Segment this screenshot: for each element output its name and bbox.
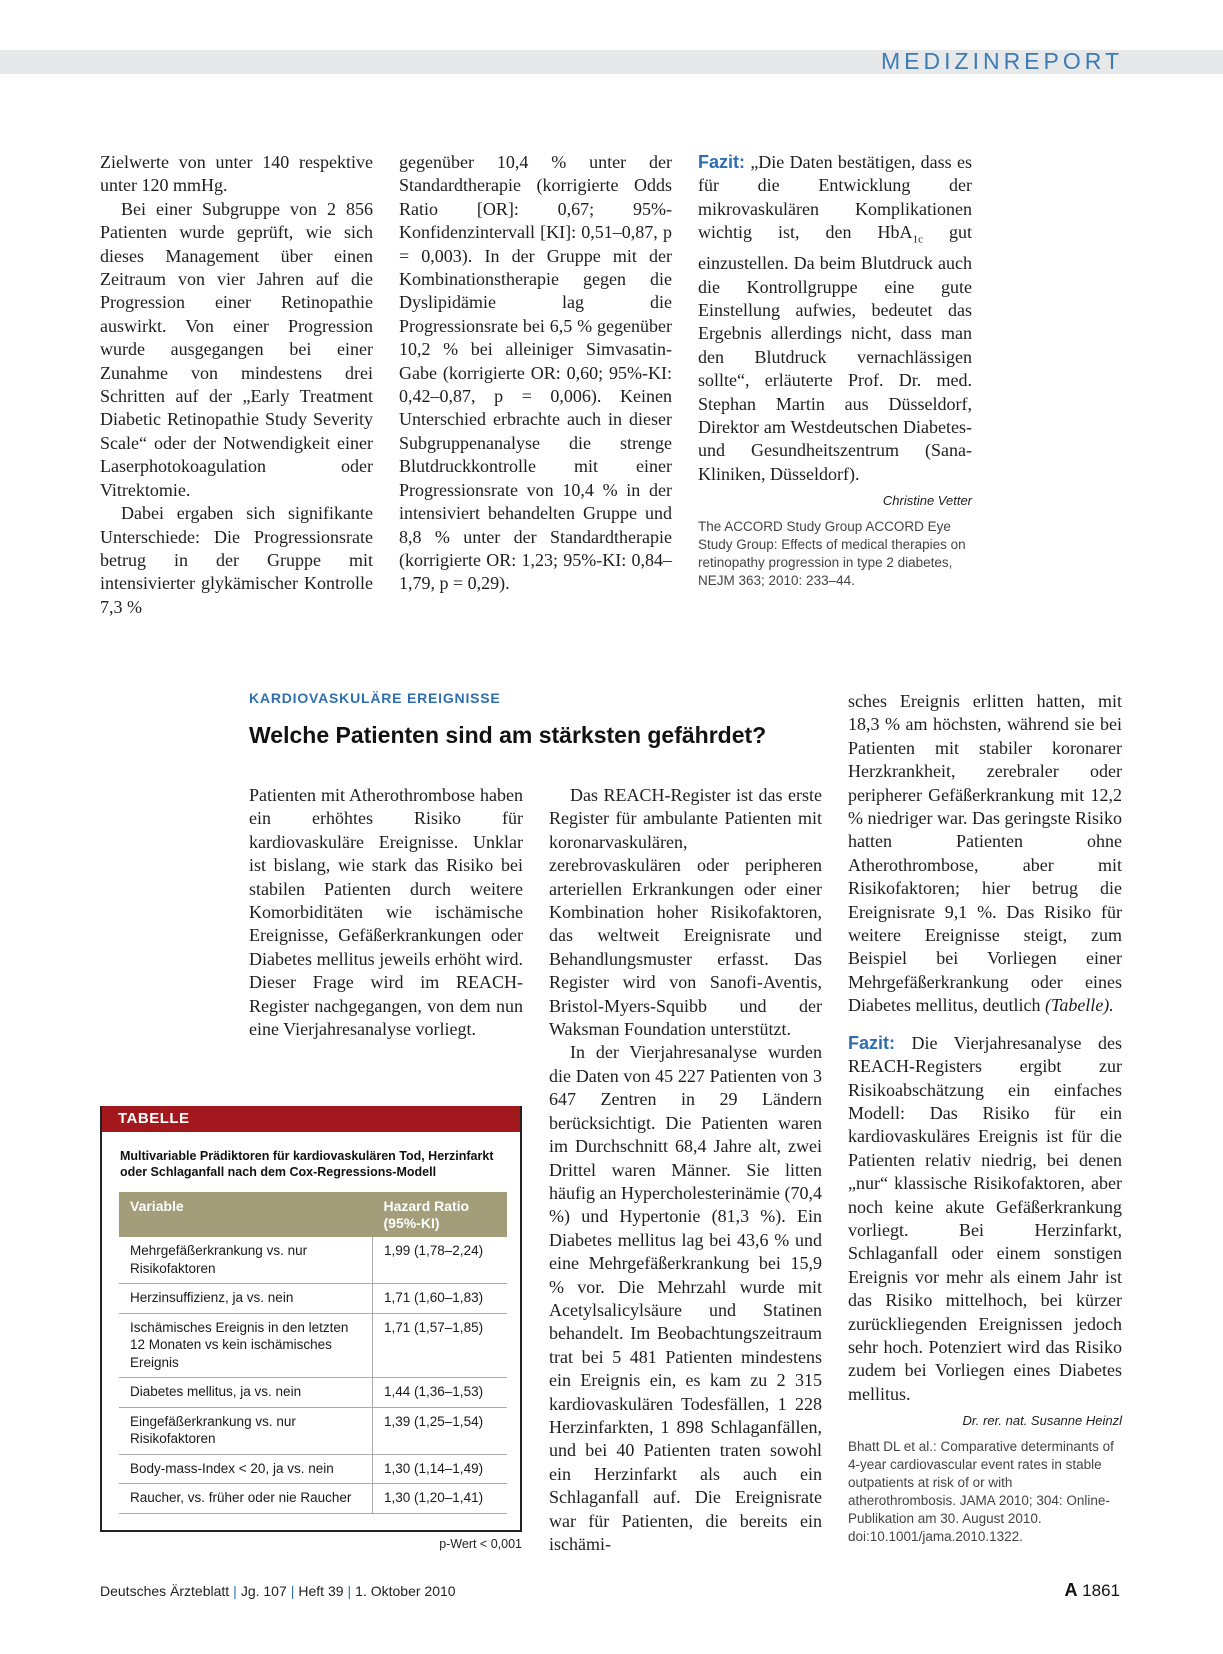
separator: | <box>233 1583 237 1599</box>
cell-variable: Ischämisches Ereignis in den letzten 12 Monaten vs kein ischämisches Ereignis <box>119 1313 373 1378</box>
cell-variable: Body-mass-Index < 20, ja vs. nein <box>119 1454 373 1484</box>
table-footnote: p-Wert < 0,001 <box>439 1537 522 1551</box>
fazit-subscript: 1c <box>912 233 923 246</box>
fazit-text: „Die Daten bestätigen, dass es für die Entwicklung der mikrovaskulären Komplikationen wichtig ist, den HbA <box>698 152 972 243</box>
header-hazard-ratio: Hazard Ratio (95%-KI) <box>373 1192 508 1237</box>
issue-date: 1. Oktober 2010 <box>355 1583 456 1599</box>
cell-variable: Mehrgefäßerkrankung vs. nur Risikofaktoren <box>119 1237 373 1284</box>
paragraph <box>848 690 1122 1018</box>
section-label: MEDIZINREPORT <box>881 48 1123 74</box>
table-row <box>119 1237 507 1284</box>
cell-variable: Herzinsuffizienz, ja vs. nein <box>119 1284 373 1314</box>
table-row <box>119 1313 507 1378</box>
author: Dr. rer. nat. Susanne Heinzl <box>962 1413 1122 1429</box>
cell-hazard-ratio: 1,71 (1,57–1,85) <box>373 1313 508 1378</box>
reference: The ACCORD Study Group ACCORD Eye Study Group: Effects of medical therapies on retinopathy progression in type 2 diabetes, NEJM 363; 2010: 233–44. <box>698 519 966 589</box>
paragraph-text: sches Ereignis erlitten hatten, mit 18,3 % am höchsten, während sie bei Patienten mit stabiler koronarer Herzkrankheit, zerebraler oder peripherer Gefäßerkrankung mit 12,2 % niedriger war. Das geringste Risiko hatten Patienten ohne Atherothrombose, aber mit Risikofaktoren; hier betrug die Ereignisrate 9,1 %. Das Risiko für weitere Ereignisse steigt, zum Beispiel bei Vorliegen einer Mehrgefäßerkrankung oder eines Diabetes mellitus, deutlich <box>848 691 1122 1016</box>
cell-hazard-ratio: 1,71 (1,60–1,83) <box>373 1284 508 1314</box>
top-column-2 <box>399 151 672 596</box>
paragraph: Bei einer Subgruppe von 2 856 Patienten wurde geprüft, wie sich dieses Management über einen Zeitraum von vier Jahren auf die Progression einer Retinopathie auswirkt. Von einer Progression wurde ausgegangen bei einer Zunahme von mindestens drei Schritten auf der „Early Treatment Diabetic Retinopathie Study Severity Scale“ oder der Notwendigkeit einer Laserphotokoagulation oder Vitrektomie. <box>100 198 373 500</box>
author: Christine Vetter <box>882 493 972 509</box>
table-row <box>119 1484 507 1514</box>
table-caption: Multivariable Prädiktoren für kardiovaskulären Tod, Herzinfarkt oder Schlaganfall nach dem Cox-Regressions-Modell <box>120 1149 494 1179</box>
table-label: TABELLE <box>102 1106 520 1132</box>
reference: Bhatt DL et al.: Comparative determinants of 4-year cardiovascular event rates in stable outpatients at risk of or with atherothrombosis. JAMA 2010; 304: Online-Publikation am 30. August 2010. doi:10.1001/jama.2010.1322. <box>848 1439 1114 1545</box>
cell-variable: Raucher, vs. früher oder nie Raucher <box>119 1484 373 1514</box>
cell-hazard-ratio: 1,99 (1,78–2,24) <box>373 1237 508 1284</box>
cell-hazard-ratio: 1,39 (1,25–1,54) <box>373 1407 508 1454</box>
table-row <box>119 1454 507 1484</box>
table-row <box>119 1407 507 1454</box>
fazit-label: Fazit: <box>848 1032 895 1053</box>
fazit-label: Fazit: <box>698 152 745 172</box>
page-number-value: 1861 <box>1082 1581 1120 1600</box>
header-variable: Variable <box>119 1192 373 1237</box>
fazit-text-cont: gut einzustellen. Da beim Blutdruck auch die Kontrollgruppe eine gute Einstellung aufwies, bedeutet das Ergebnis allerdings nicht, dass man den Blutdruck vernachlässigen sollte“, erläuterte Prof. Dr. med. Stephan Martin aus Düsseldorf, Direktor am Westdeutschen Diabetes- und Gesundheitszentrum (Sana-Kliniken, Düsseldorf). <box>698 222 972 484</box>
article-intro <box>249 784 523 1041</box>
cell-variable: Eingefäßerkrankung vs. nur Risikofaktoren <box>119 1407 373 1454</box>
table-header-row <box>119 1192 507 1237</box>
cell-hazard-ratio: 1,44 (1,36–1,53) <box>373 1378 508 1408</box>
paragraph: Zielwerte von unter 140 respektive unter 120 mmHg. <box>100 152 373 196</box>
issue: Heft 39 <box>298 1583 344 1599</box>
hazard-ratio-table <box>119 1192 507 1514</box>
table-row <box>119 1378 507 1408</box>
paragraph: Dabei ergaben sich signifikante Unterschiede: Die Progressionsrate betrug in der Gruppe mit intensivierter glykämischer Kontrolle 7,3 % <box>100 503 373 617</box>
paragraph: In der Vierjahresanalyse wurden die Daten von 45 227 Patienten von 3 647 Zentren in 29 Ländern berücksichtigt. Die Patienten waren im Durchschnitt 68,4 Jahre alt, zwei Drittel waren Männer. Sie litten häufig an Hypercholesterinämie (70,4 %) und Hypertonie (81,3 %). Ein Diabetes mellitus lag bei 43,6 % und eine Mehrgefäßerkrankung bei 15,9 % vor. Die Mehrzahl wurde mit Acetylsalicylsäure und Statinen behandelt. Im Beobachtungszeitraum trat bei 5 481 Patienten mindestens ein Ereignis ein, es kam zu 2 315 kardiovaskulären Todesfällen, 1 228 Herzinfarkten, 1 898 Schlaganfällen, und bei 40 Patienten traten sowohl ein Herzinfarkt als auch ein Schlaganfall auf. Die Ereignisrate war für Patienten, die bereits ein ischämi- <box>549 1042 822 1554</box>
cell-hazard-ratio: 1,30 (1,14–1,49) <box>373 1454 508 1484</box>
separator: | <box>290 1583 295 1599</box>
paragraph: Das REACH-Register ist das erste Register für ambulante Patienten mit koronarvaskulären, zerebrovaskulären oder peripheren arteriellen Erkrankungen oder einer Kombination hoher Risikofaktoren, das weltweit Ereignisrate und Behandlungsmuster erfasst. Das Register wird von Sanofi-Aventis, Bristol-Myers-Squibb und der Waksman Foundation unterstützt. <box>549 785 822 1040</box>
fazit-text: Die Vierjahresanalyse des REACH-Registers ergibt zur Risikoabschätzung ein einfaches Modell: Das Risiko für ein kardiovaskuläres Ereignis ist für die Patienten relativ niedrig, bei denen „nur“ klassische Risikofaktoren, aber noch keine akute Gefäßerkrankung vorliegt. Bei Herzinfarkt, Schlaganfall oder einem sonstigen Ereignis vor mehr als einem Jahr ist das Risiko mittelhoch, bei kürzer zurückliegenden Ereignissen jedoch sehr hoch. Potenziert wird das Risiko zudem bei Vorliegen eines Diabetes mellitus. <box>848 1032 1122 1404</box>
volume: Jg. 107 <box>240 1583 287 1599</box>
journal-name: Deutsches Ärzteblatt <box>100 1583 230 1599</box>
fazit-paragraph <box>848 1032 1122 1407</box>
article-column-2 <box>549 784 822 1556</box>
top-column-1 <box>100 151 373 619</box>
article-headline: Welche Patienten sind am stärksten gefährdet? <box>249 722 767 748</box>
page-prefix: A <box>1064 1580 1078 1600</box>
footer-citation <box>100 1583 456 1599</box>
top-column-3 <box>698 151 972 590</box>
separator: | <box>347 1583 352 1599</box>
article-kicker: KARDIOVASKULÄRE EREIGNISSE <box>249 690 501 706</box>
cell-variable: Diabetes mellitus, ja vs. nein <box>119 1378 373 1408</box>
table-box <box>100 1106 522 1532</box>
table-row <box>119 1284 507 1314</box>
article-column-3 <box>848 690 1122 1546</box>
cell-hazard-ratio: 1,30 (1,20–1,41) <box>373 1484 508 1514</box>
paragraph: Patienten mit Atherothrombose haben ein erhöhtes Risiko für kardiovaskuläre Ereignisse. Unklar ist bislang, wie stark das Risiko bei stabilen Patienten durch weitere Komorbiditäten wie ischämische Ereignisse, Gefäßerkrankungen oder Diabetes mellitus jeweils erhöht wird. Dieser Frage wird im REACH-Register nachgegangen, von dem nun eine Vierjahresanalyse vorliegt. <box>249 785 523 1040</box>
table-reference: (Tabelle). <box>1044 995 1114 1016</box>
page-number <box>1064 1580 1120 1601</box>
paragraph: gegenüber 10,4 % unter der Standardtherapie (korrigierte Odds Ratio [OR]: 0,67; 95%-Konfidenzintervall [KI]: 0,51–0,87, p = 0,003). In der Gruppe mit der Kombinationstherapie gegen die Dyslipidämie lag die Progressionsrate bei 6,5 % gegenüber 10,2 % bei alleiniger Simvasatin-Gabe (korrigierte OR: 0,60; 95%-KI: 0,42–0,87, p = 0,006). Keinen Unterschied erbrachte auch in dieser Subgruppenanalyse die strenge Blutdruckkontrolle mit einer Progressionsrate von 10,4 % in der intensiviert behandelten Gruppe und 8,8 % unter der Standardtherapie (korrigierte OR: 1,23; 95%-KI: 0,84–1,79, p = 0,29). <box>399 152 672 594</box>
fazit-paragraph <box>698 151 972 486</box>
